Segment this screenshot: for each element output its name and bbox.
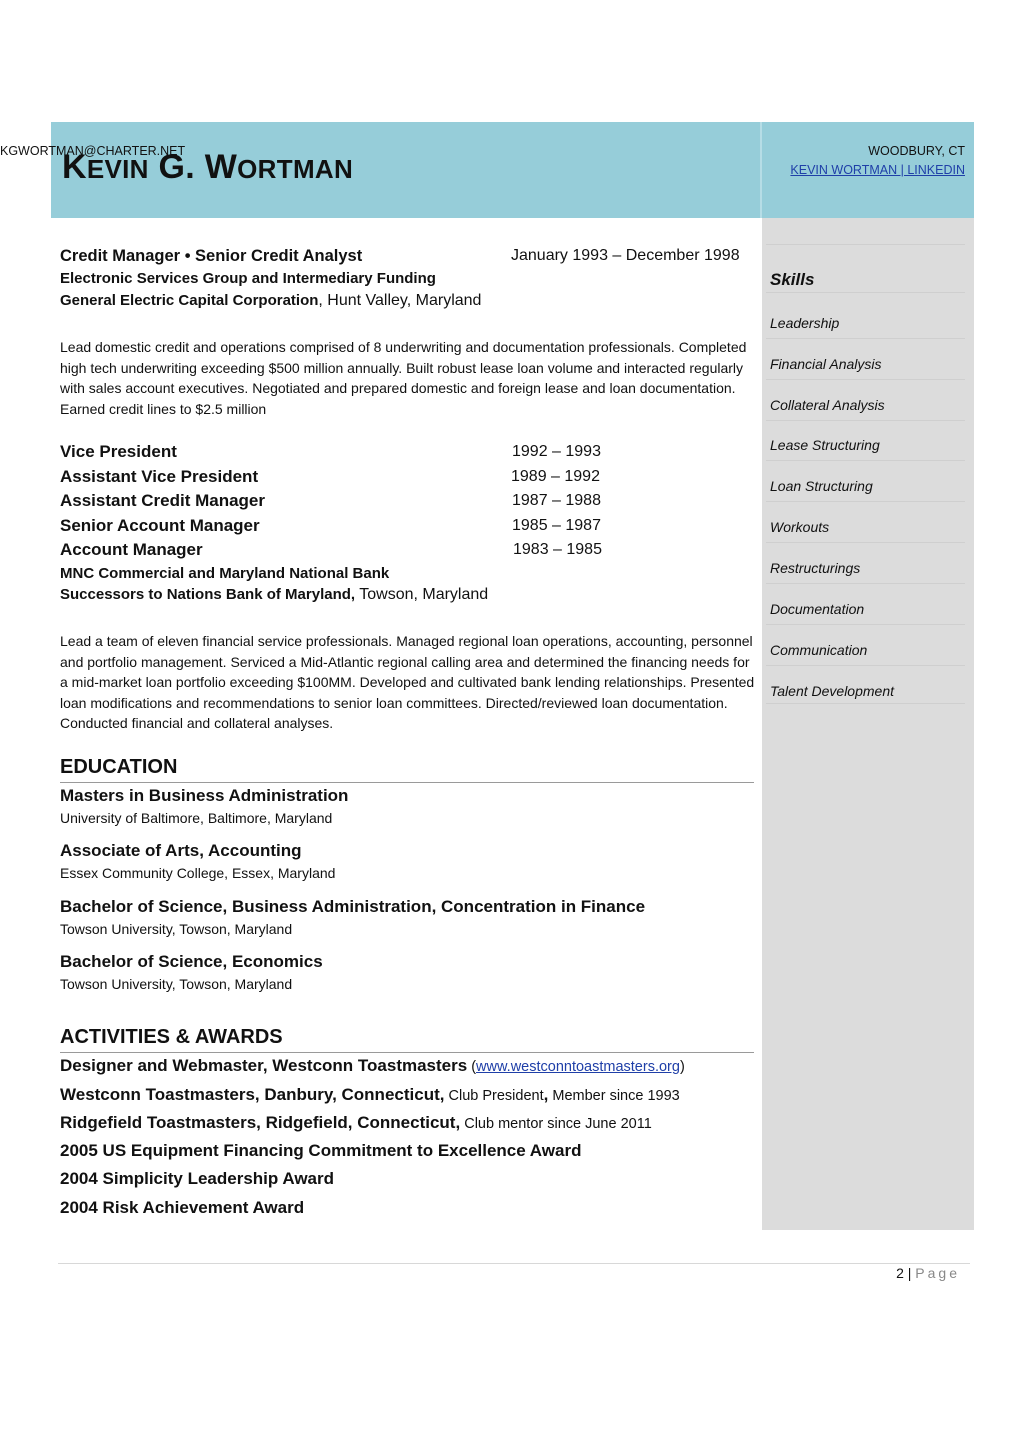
activities-heading: ACTIVITIES & AWARDS [60,1026,283,1048]
email-link[interactable]: KGWORTMAN@CHARTER.NET [0,144,186,158]
sidebar-rule [766,420,965,421]
job1-dates: January 1993 – December 1998 [511,247,740,264]
activity-title: Ridgefield Toastmasters, Ridgefield, Connecticut, [60,1113,461,1132]
job2-description: Lead a team of eleven financial service professionals. Managed regional loan operations, accounting, personnel and portfolio management. Serviced a Mid-Atlantic regional calling area and determined the financing needs for a mid-market loan portfolio exceeding $100MM. Developed and cultivated bank lending relationships. Presented loan modifications and recommendations to senior loan committees. Directed/reviewed loan documentation. Conducted financial and collateral analyses. [60,633,755,731]
page-footer [896,1265,960,1281]
edu-school: Essex Community College, Essex, Maryland [60,865,336,881]
footer-separator: | [907,1265,912,1281]
edu-school: Towson University, Towson, Maryland [60,921,293,937]
job1-group: Electronic Services Group and Intermediary Funding [60,270,436,287]
sidebar-rule [766,583,965,584]
skill-item: Lease Structuring [770,437,880,453]
activities-rule [60,1052,754,1053]
linkedin-link[interactable]: KEVIN WORTMAN | LINKEDIN [790,163,965,177]
sidebar-rule [766,542,965,543]
skill-item: Restructurings [770,560,861,576]
job2-role-title: Assistant Vice President [60,467,259,486]
header-divider [760,122,762,218]
job2-role-title: Vice President [60,442,177,461]
name-middle: G. [158,148,195,186]
activity-comma: , [543,1085,549,1104]
award-item: 2004 Risk Achievement Award [60,1198,305,1217]
skills-title: Skills [770,270,815,289]
name-last-initial: W [204,148,238,186]
name-last-rest: ORTMAN [237,154,354,184]
activity-title: Designer and Webmaster, Westconn Toastmasters [60,1056,468,1075]
contact-block [790,142,965,180]
sidebar-rule [766,665,965,666]
job2-role-dates: 1985 – 1987 [512,517,601,534]
job2-successor: Successors to Nations Bank of Maryland, [60,586,356,603]
page-label: Page [915,1265,960,1281]
job1-company-line [60,292,481,310]
skill-item: Documentation [770,601,865,617]
education-heading: EDUCATION [60,756,178,778]
activity-detail: Member since 1993 [548,1088,680,1104]
edu-degree: Associate of Arts, Accounting [60,841,302,860]
skill-item: Financial Analysis [770,356,882,372]
paren-open: ( [467,1059,477,1075]
location: WOODBURY, CT [868,144,965,158]
edu-school: Towson University, Towson, Maryland [60,976,293,992]
job2-role-dates: 1989 – 1992 [511,468,600,485]
activity-item [60,1113,652,1133]
skill-item: Collateral Analysis [770,397,885,413]
job2-company: MNC Commercial and Maryland National Bank [60,565,390,582]
award-item: 2005 US Equipment Financing Commitment to Excellence Award [60,1141,582,1160]
job2-location: Towson, Maryland [355,586,489,603]
paren-close: ) [679,1059,685,1075]
edu-degree: Masters in Business Administration [60,786,349,805]
job2-successor-line [60,586,488,604]
edu-degree: Bachelor of Science, Economics [60,952,323,971]
job1-company: General Electric Capital Corporation [60,292,319,309]
skill-item: Talent Development [770,683,895,699]
sidebar-rule [766,501,965,502]
page-number: 2 [896,1265,904,1281]
activity-item [60,1056,685,1076]
activity-title: Westconn Toastmasters, Danbury, Connecticut, [60,1085,445,1104]
skill-item: Workouts [770,519,830,535]
edu-degree: Bachelor of Science, Business Administration, Concentration in Finance [60,897,646,916]
activity-role: Club President [444,1088,544,1104]
sidebar-rule [766,624,965,625]
name-first-rest: EVIN [86,154,149,184]
sidebar-rule [766,379,965,380]
job2-role-dates: 1992 – 1993 [512,443,601,460]
award-item: 2004 Simplicity Leadership Award [60,1169,335,1188]
skill-item: Leadership [770,315,840,331]
skill-item: Loan Structuring [770,478,873,494]
sidebar-rule [766,292,965,293]
footer-rule [58,1263,970,1264]
job1-title: Credit Manager • Senior Credit Analyst [60,247,363,265]
job1-description: Lead domestic credit and operations comprised of 8 underwriting and documentation professionals. Completed high tech underwriting exceeding $500 million annually. Built robust lease loan volume and interacted regularly with sales account executives. Negotiated and prepared domestic and foreign lease and loan documentation. Earned credit lines to $2.5 million [60,339,747,417]
activity-detail: Club mentor since June 2011 [460,1116,652,1132]
edu-school: University of Baltimore, Baltimore, Maryland [60,810,333,826]
job2-role-dates: 1983 – 1985 [513,541,602,558]
skill-item: Communication [770,642,868,658]
sidebar-rule [766,244,965,245]
name-first-initial: K [62,148,87,186]
sidebar-rule [766,703,965,704]
sidebar-rule [766,338,965,339]
job2-role-title: Senior Account Manager [60,516,260,535]
toastmasters-link[interactable]: www.westconntoastmasters.org [476,1059,680,1075]
activity-item [60,1085,680,1105]
job2-role-dates: 1987 – 1988 [512,492,601,509]
sidebar-rule [766,460,965,461]
job2-role-title: Account Manager [60,540,203,559]
job1-location: , Hunt Valley, Maryland [318,292,482,309]
job2-role-title: Assistant Credit Manager [60,491,265,510]
education-rule [60,782,754,783]
